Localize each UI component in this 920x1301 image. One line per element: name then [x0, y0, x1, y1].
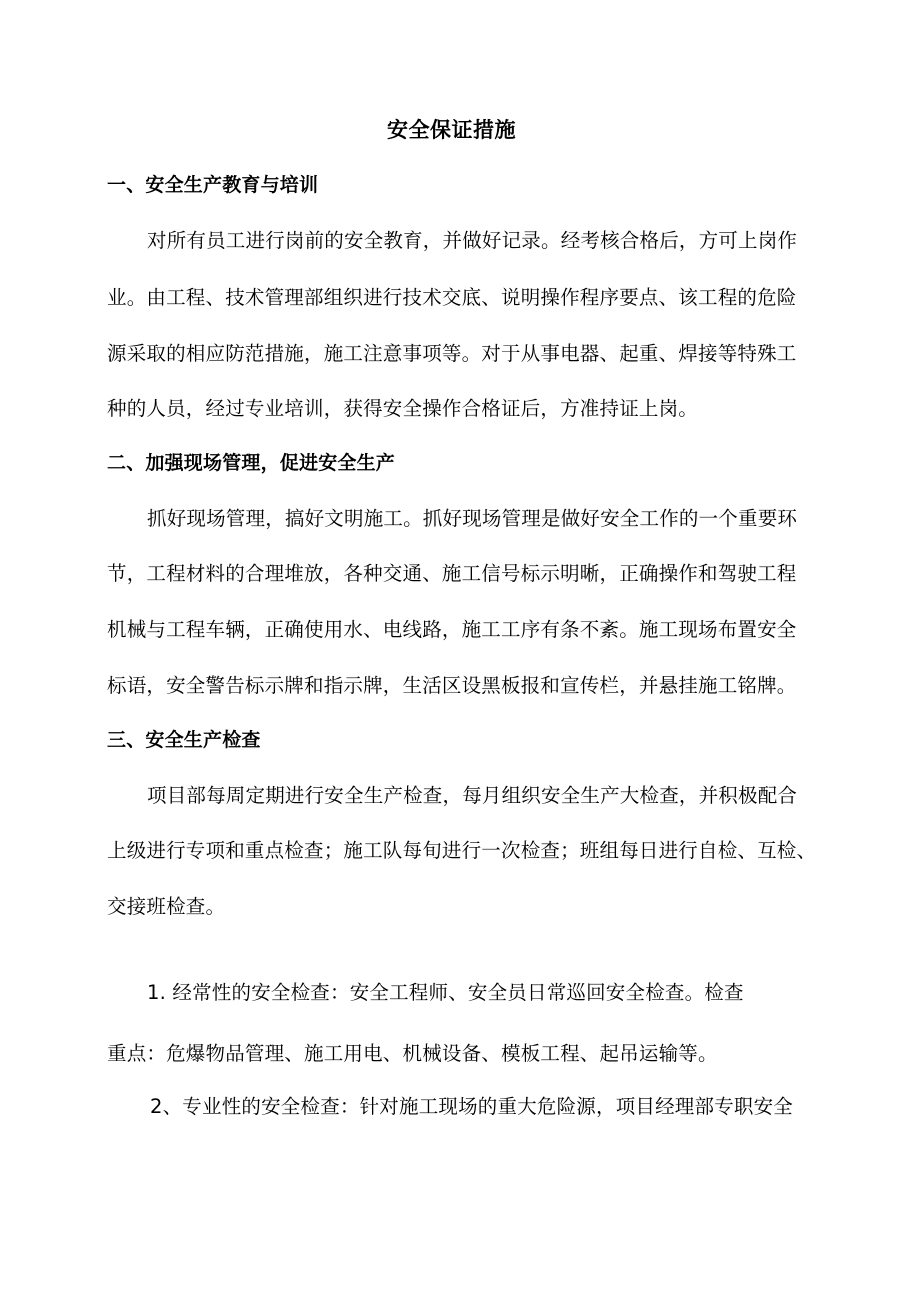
paragraph-line: 抓好现场管理，搞好文明施工。抓好现场管理是做好安全工作的一个重要环	[147, 507, 798, 530]
paragraph-line: 交接班检查。	[107, 895, 226, 918]
section-heading-1: 一、安全生产教育与培训	[107, 174, 319, 196]
paragraph-line: 业。由工程、技术管理部组织进行技术交底、说明操作程序要点、该工程的危险	[107, 286, 797, 309]
paragraph-line: 节，工程材料的合理堆放，各种交通、施工信号标示明晰，正确操作和驾驶工程	[107, 562, 797, 585]
list-item-2-line: 2、专业性的安全检查：针对施工现场的重大危险源，项目经理部专职安全	[150, 1095, 794, 1118]
paragraph-line: 种的人员，经过专业培训，获得安全操作合格证后，方准持证上岗。	[107, 397, 699, 420]
list-item-1-line: 1. 经常性的安全检查：安全工程师、安全员日常巡回安全检查。检查	[147, 981, 744, 1004]
paragraph-line: 项目部每周定期进行安全生产检查，每月组织安全生产大检查，并积极配合	[147, 784, 798, 807]
paragraph-line: 对所有员工进行岗前的安全教育，并做好记录。经考核合格后，方可上岗作	[147, 229, 798, 252]
page-title: 安全保证措施	[387, 118, 516, 142]
paragraph-line: 标语，安全警告标示牌和指示牌，生活区设黑板报和宣传栏，并悬挂施工铭牌。	[107, 674, 797, 697]
section-heading-3: 三、安全生产检查	[107, 729, 261, 751]
paragraph-line: 上级进行专项和重点检查；施工队每旬进行一次检查；班组每日进行自检、互检、	[107, 839, 817, 862]
list-item-1-line: 重点：危爆物品管理、施工用电、机械设备、模板工程、起吊运输等。	[107, 1042, 718, 1065]
section-heading-2: 二、加强现场管理，促进安全生产	[107, 452, 396, 474]
paragraph-line: 源采取的相应防范措施，施工注意事项等。对于从事电器、起重、焊接等特殊工	[107, 342, 797, 365]
paragraph-line: 机械与工程车辆，正确使用水、电线路，施工工序有条不紊。施工现场布置安全	[107, 618, 797, 641]
